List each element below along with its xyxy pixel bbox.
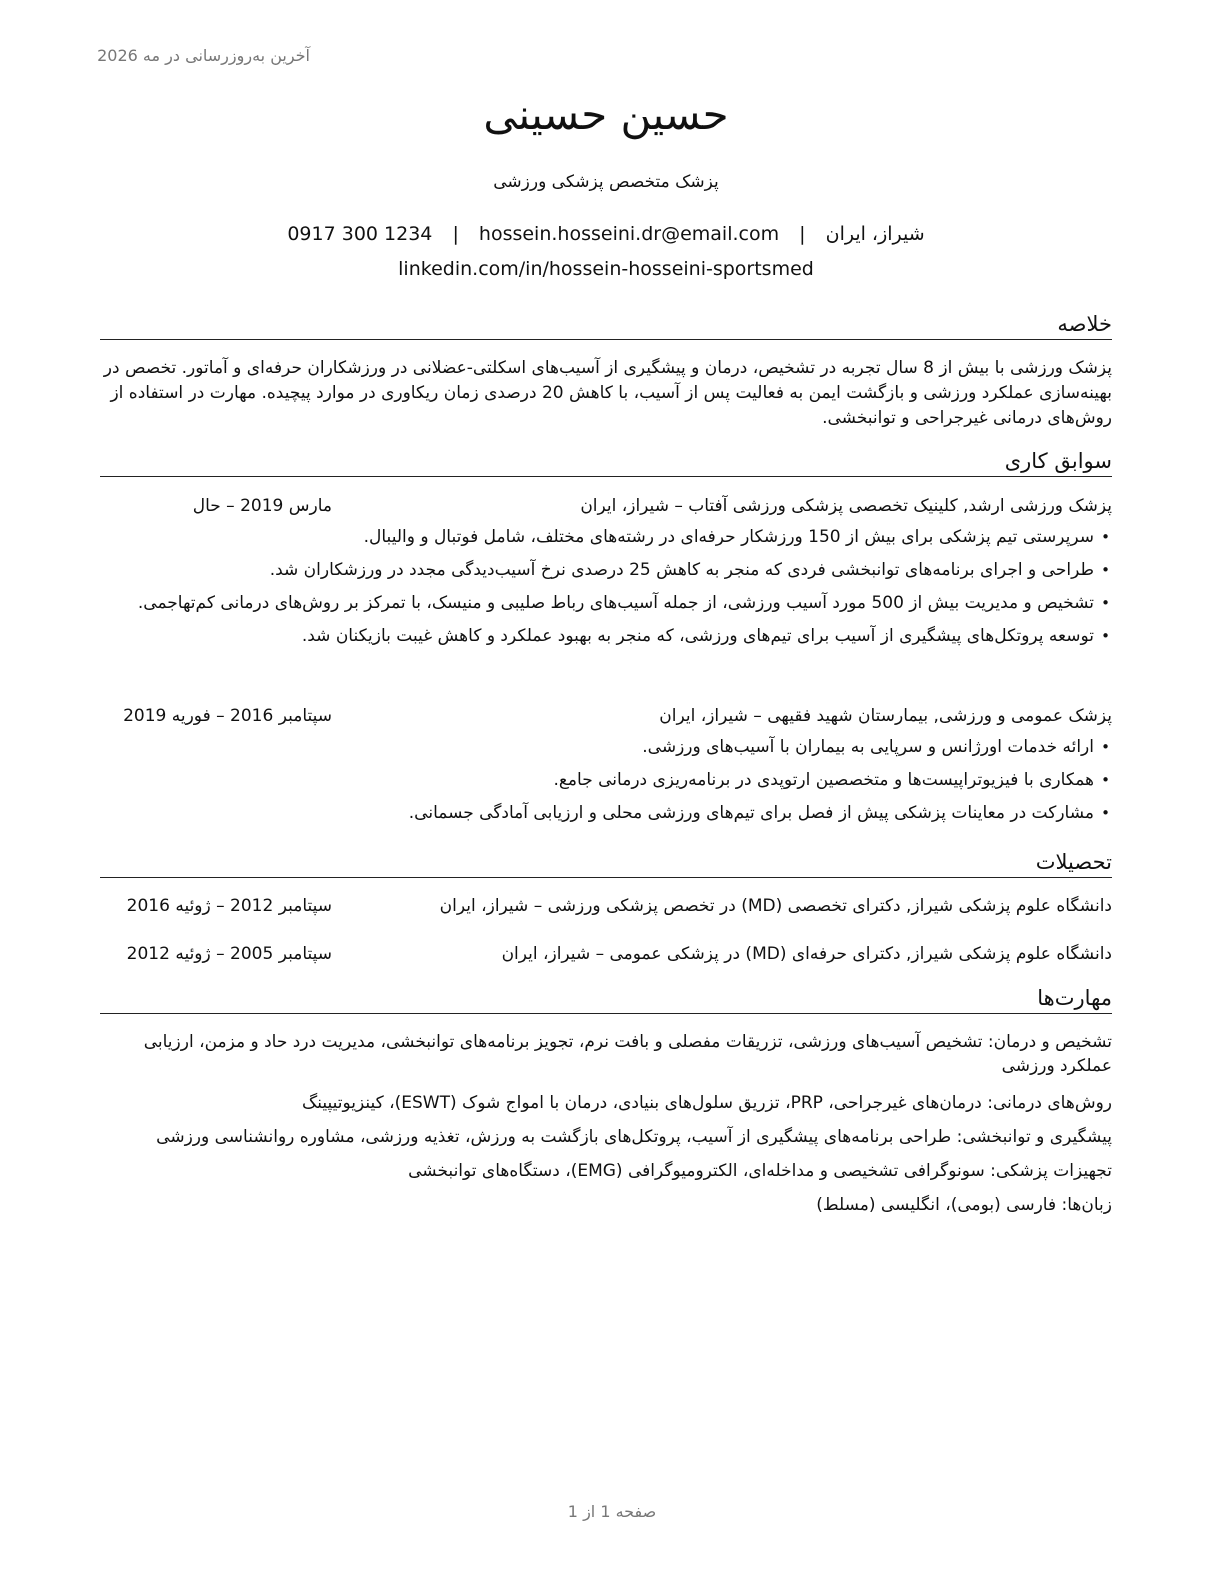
skill-line: پیشگیری و توانبخشی: طراحی برنامه‌های پیشگیری از آسیب، پروتکل‌های بازگشت به ورزش، تغذیه ورزشی، مشاوره روانشناسی ورزشی: [156, 1127, 1112, 1147]
education-org: دانشگاه علوم پزشکی شیراز, دکترای حرفه‌ای (MD) در پزشکی عمومی – شیراز، ایران: [501, 944, 1112, 964]
resume-page: [97, 0, 1112, 1584]
experience-org: پزشک ورزشی ارشد, کلینیک تخصصی پزشکی ورزشی آفتاب – شیراز، ایران: [580, 496, 1112, 516]
person-name: حسین حسینی: [483, 90, 729, 139]
education-dates: سپتامبر 2005 – ژوئیه 2012: [126, 944, 332, 964]
contact-line: [100, 223, 1112, 245]
contact-separator: |: [799, 223, 806, 245]
education-dates: سپتامبر 2012 – ژوئیه 2016: [126, 896, 332, 916]
education-org: دانشگاه علوم پزشکی شیراز, دکترای تخصصی (MD) در تخصص پزشکی ورزشی – شیراز، ایران: [439, 896, 1112, 916]
contact-location: شیراز، ایران: [825, 223, 925, 245]
experience-entry: [100, 494, 1112, 518]
skill-line: تشخیص و درمان: تشخیص آسیب‌های ورزشی، تزریقات مفصلی و بافت نرم، تجویز برنامه‌های توانبخشی، مدیریت درد حاد و مزمن، ارزیابی عملکرد ورزشی: [143, 1032, 1112, 1076]
contact-linkedin[interactable]: linkedin.com/in/hossein-hosseini-sportsmed: [398, 258, 814, 280]
summary-text: پزشک ورزشی با بیش از 8 سال تجربه در تشخیص، درمان و پیشگیری از آسیب‌های اسکلتی-عضلانی در ورزشکاران حرفه‌ای و آماتور. تخصص در بهینه‌سازی عملکرد ورزشی و بازگشت ایمن به فعالیت پس از آسیب، با کاهش 20 درصدی زمان ریکاوری در موارد پیچیده. مهارت در استفاده از روش‌های درمانی غیرجراحی و توانبخشی.: [103, 358, 1112, 428]
skill-line: زبان‌ها: فارسی (بومی)، انگلیسی (مسلط): [816, 1195, 1112, 1215]
list-item: • مشارکت در معاینات پزشکی پیش از فصل برای تیم‌های ورزشی محلی و ارزیابی آمادگی جسمانی.: [100, 801, 1112, 825]
skill-line: روش‌های درمانی: درمان‌های غیرجراحی، PRP، تزریق سلول‌های بنیادی، درمان با امواج شوک (ESWT)، کینزیوتیپینگ: [301, 1093, 1112, 1113]
list-item: • تشخیص و مدیریت بیش از 500 مورد آسیب ورزشی، از جمله آسیب‌های رباط صلیبی و منیسک، با تمرکز بر روش‌های درمانی کم‌تهاجمی.: [100, 591, 1112, 615]
education-entry: [100, 942, 1112, 966]
experience-dates: سپتامبر 2016 – فوریه 2019: [123, 706, 332, 726]
list-item: • توسعه پروتکل‌های پیشگیری از آسیب برای تیم‌های ورزشی، که منجر به بهبود عملکرد و کاهش غیبت بازیکنان شد.: [100, 624, 1112, 648]
experience-bullets: [100, 735, 1112, 834]
list-item: • طراحی و اجرای برنامه‌های توانبخشی فردی که منجر به کاهش 25 درصدی نرخ آسیب‌دیدگی مجدد در ورزشکاران شد.: [100, 558, 1112, 582]
experience-org: پزشک عمومی و ورزشی, بیمارستان شهید فقیهی – شیراز، ایران: [659, 706, 1112, 726]
job-title: پزشک متخصص پزشکی ورزشی: [493, 172, 719, 192]
education-entry: [100, 894, 1112, 918]
experience-dates: مارس 2019 – حال: [192, 496, 332, 516]
contact-separator: |: [452, 223, 459, 245]
experience-bullets: [100, 525, 1112, 657]
list-item: • سرپرستی تیم پزشکی برای بیش از 150 ورزشکار حرفه‌ای در رشته‌های مختلف، شامل فوتبال و والیبال.: [100, 525, 1112, 549]
list-item: • ارائه خدمات اورژانس و سرپایی به بیماران با آسیب‌های ورزشی.: [100, 735, 1112, 759]
section-title-education: تحصیلات: [100, 849, 1112, 878]
experience-entry: [100, 704, 1112, 728]
page-number: صفحه 1 از 1: [567, 1502, 657, 1521]
contact-email[interactable]: hossein.hosseini.dr@email.com: [478, 223, 780, 245]
section-title-experience: سوابق کاری: [100, 448, 1112, 477]
list-item: • همکاری با فیزیوتراپیست‌ها و متخصصین ارتوپدی در برنامه‌ریزی درمانی جامع.: [100, 768, 1112, 792]
skill-line: تجهیزات پزشکی: سونوگرافی تشخیصی و مداخله‌ای، الکترومیوگرافی (EMG)، دستگاه‌های توانبخشی: [408, 1161, 1112, 1181]
section-title-skills: مهارت‌ها: [100, 985, 1112, 1014]
last-updated: آخرین به‌روزرسانی در مه 2026: [97, 46, 310, 65]
section-title-summary: خلاصه: [100, 311, 1112, 340]
contact-phone[interactable]: 0917 300 1234: [287, 223, 433, 245]
